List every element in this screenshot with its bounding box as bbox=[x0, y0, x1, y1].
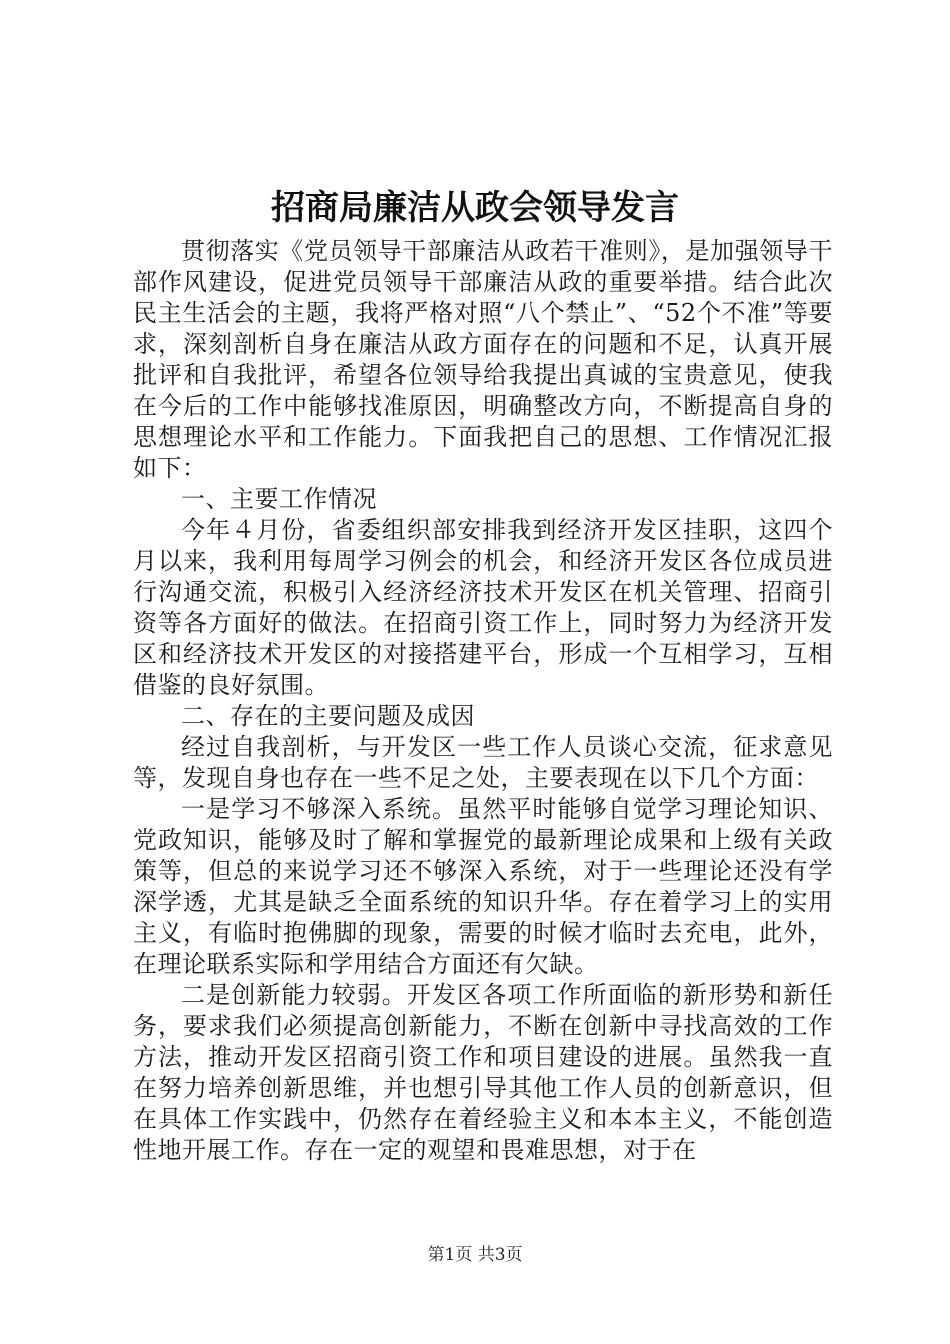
document-body bbox=[133, 236, 833, 1166]
paragraph-main-work: 今年４月份，省委组织部安排我到经济开发区挂职，这四个月以来，我利用每周学习例会的机会，和经济开发区各位成员进行沟通交流，积极引入经济经济技术开发区在机关管理、招商引资等各方面好的做法。在招商引资工作上，同时努力为经济开发区和经济技术开发区的对接搭建平台，形成一个互相学习，互相借鉴的良好氛围。 bbox=[133, 516, 833, 699]
section-heading-problems: 二、存在的主要问题及成因 bbox=[181, 702, 475, 730]
paragraph-problem-learning: 一是学习不够深入系统。虽然平时能够自觉学习理论知识、党政知识，能够及时了解和掌握党的最新理论成果和上级有关政策等，但总的来说学习还不够深入系统，对于一些理论还没有学深学透，尤其是缺乏全面系统的知识升华。存在着学习上的实用主义，有临时抱佛脚的现象，需要的时候才临时去充电，此外，在理论联系实际和学用结合方面还有欠缺。 bbox=[133, 795, 833, 978]
paragraph-intro: 贯彻落实《党员领导干部廉洁从政若干准则》，是加强领导干部作风建设，促进党员领导干部廉洁从政的重要举措。结合此次民主生活会的主题，我将严格对照“八个禁止”、“52个不准”等要求，深刻剖析自身在廉洁从政方面存在的问题和不足，认真开展批评和自我批评，希望各位领导给我提出真诚的宝贵意见，使我在今后的工作中能够找准原因，明确整改方向，不断提高自身的思想理论水平和工作能力。下面我把自己的思想、工作情况汇报如下： bbox=[133, 237, 833, 482]
paragraph-problem-innovation: 二是创新能力较弱。开发区各项工作所面临的新形势和新任务，要求我们必须提高创新能力，不断在创新中寻找高效的工作方法，推动开发区招商引资工作和项目建设的进展。虽然我一直在努力培养创新思维，并也想引导其他工作人员的创新意识，但在具体工作实践中，仍然存在着经验主义和本本主义，不能创造性地开展工作。存在一定的观望和畏难思想，对于在 bbox=[133, 981, 833, 1164]
section-heading-main-work: 一、主要工作情况 bbox=[181, 485, 377, 513]
document-title: 招商局廉洁从政会领导发言 bbox=[271, 188, 679, 228]
page-number-footer: 第1页 共3页 bbox=[427, 1245, 523, 1265]
paragraph-problems-intro: 经过自我剖析，与开发区一些工作人员谈心交流，征求意见等，发现自身也存在一些不足之处，主要表现在以下几个方面： bbox=[133, 733, 833, 792]
